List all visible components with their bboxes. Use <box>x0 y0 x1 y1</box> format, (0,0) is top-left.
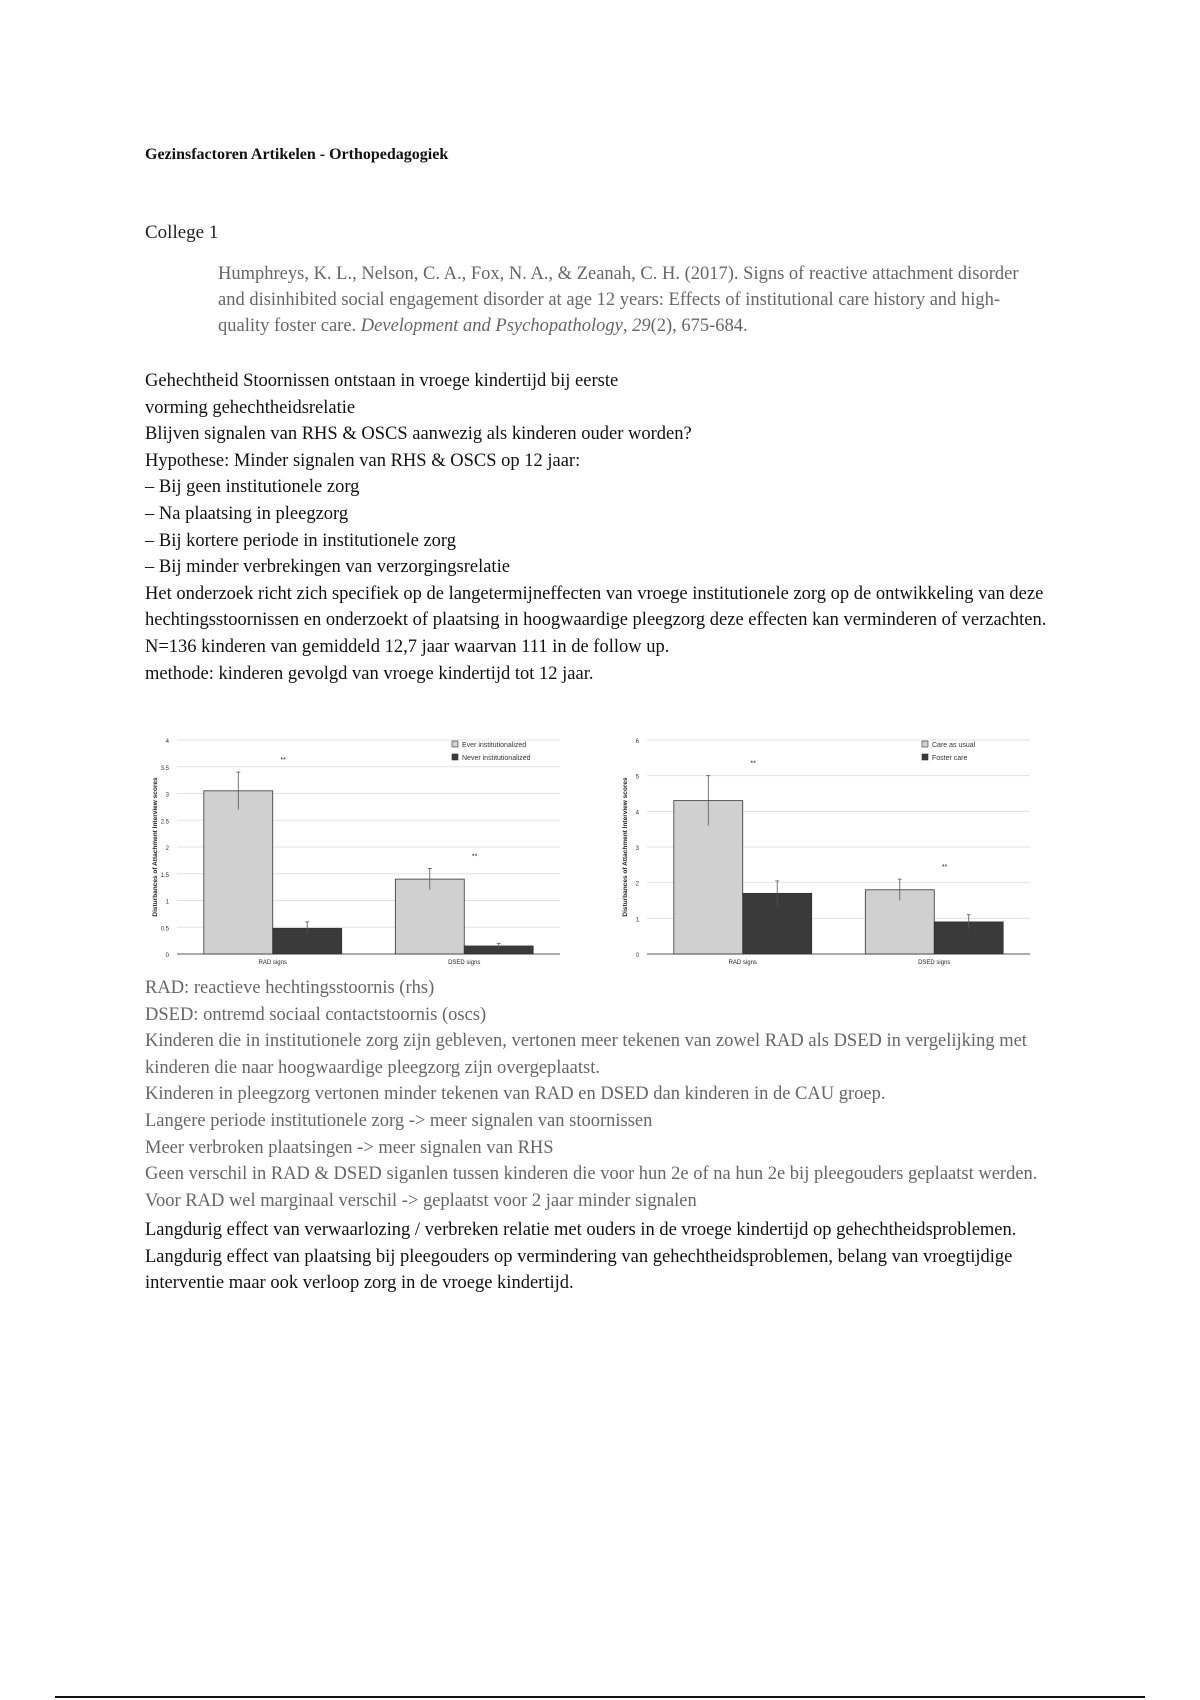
legend-swatch <box>922 754 928 760</box>
x-tick-label: RAD signs <box>258 960 287 966</box>
findings-line: DSED: ontremd sociaal contactstoornis (oscs) <box>145 1004 487 1025</box>
findings-line: Meer verbroken plaatsingen -> meer signalen van RHS <box>145 1137 554 1158</box>
significance-marker: ** <box>280 757 286 765</box>
findings-text <box>145 975 1075 1214</box>
findings-line: Langere periode institutionele zorg -> meer signalen van stoornissen <box>145 1110 653 1131</box>
x-tick-label: DSED signs <box>448 960 481 966</box>
y-tick-label: 1 <box>635 917 639 924</box>
hypothesis-item: – Bij kortere periode in institutionele zorg <box>145 530 457 551</box>
y-tick-label: 0 <box>165 953 169 959</box>
significance-marker: ** <box>750 760 756 768</box>
reference-citation <box>218 261 1048 339</box>
x-tick-label: DSED signs <box>918 960 951 966</box>
y-tick-label: 3.5 <box>160 765 169 772</box>
significance-marker: ** <box>941 864 948 872</box>
y-tick-label: 1 <box>165 899 169 906</box>
citation-authors-title: Humphreys, K. L., Nelson, C. A., Fox, N. A., & Zeanah, C. H. (2017). Signs of reactive attachment disorder and disinhibited social engagement disorder at age 12 years: Effects of institutional care history and high-quality foster care. <box>218 264 1019 336</box>
section-label: College 1 <box>145 222 219 243</box>
hypothesis-item: – Bij minder verbrekingen van verzorgingsrelatie <box>145 557 510 578</box>
legend-swatch <box>452 754 458 760</box>
chart-svg-foster-care <box>615 728 1045 973</box>
intro-paragraph: Het onderzoek richt zich specifiek op de langetermijneffecten van vroege institutionele zorg op de ontwikkeling van deze hechtingsstoornissen en onderzoekt of plaatsing in hoogwaardige pleegzorg deze effecten kan verminderen of verzachten. <box>145 583 1047 631</box>
y-tick-label: 0 <box>635 953 639 959</box>
findings-line: Geen verschil in RAD & DSED siganlen tussen kinderen die voor hun 2e of na hun 2e bij pleegouders geplaatst werden. Voor RAD wel marginaal verschil -> geplaatst voor 2 jaar minder signalen <box>145 1164 1038 1211</box>
y-tick-label: 5 <box>635 774 639 781</box>
significance-marker: ** <box>471 853 478 861</box>
y-tick-label: 1.5 <box>160 872 169 879</box>
bar <box>204 791 273 954</box>
y-tick-label: 0.5 <box>160 926 169 933</box>
y-tick-label: 2.5 <box>160 819 169 826</box>
citation-journal: Development and Psychopathology <box>360 316 623 336</box>
legend-label: Foster care <box>932 755 968 762</box>
y-axis-label: Disturbances of Attachment Interview scores <box>152 777 159 917</box>
legend-label: Ever institutionalized <box>462 742 527 749</box>
intro-line: Hypothese: Minder signalen van RHS & OSCS op 12 jaar: <box>145 450 581 471</box>
figure-charts <box>145 728 1045 973</box>
y-tick-label: 6 <box>635 739 639 745</box>
y-tick-label: 2 <box>165 846 169 852</box>
citation-separator: , <box>622 316 633 336</box>
intro-line: methode: kinderen gevolgd van vroege kindertijd tot 12 jaar. <box>145 663 594 684</box>
findings-line: RAD: reactieve hechtingsstoornis (rhs) <box>145 978 435 998</box>
intro-text <box>145 368 1075 687</box>
y-tick-label: 3 <box>635 846 639 852</box>
chart-foster-care <box>615 728 1045 973</box>
y-axis-label: Disturbances of Attachment Interview scores <box>622 777 629 917</box>
bar <box>395 879 464 954</box>
chart-institutionalized <box>145 728 575 973</box>
findings-line: Kinderen die in institutionele zorg zijn gebleven, vertonen meer tekenen van zowel RAD als DSED in vergelijking met kinderen die naar hoogwaardige pleegzorg zijn overgeplaatst. <box>145 1031 1027 1078</box>
intro-line: Gehechtheid Stoornissen ontstaan in vroege kindertijd bij eerste <box>145 371 619 391</box>
legend-label: Never institutionalized <box>462 755 531 762</box>
document-title: Gezinsfactoren Artikelen - Orthopedagogiek <box>145 146 449 163</box>
chart-svg-institutionalized <box>145 728 575 973</box>
x-tick-label: RAD signs <box>728 960 757 966</box>
intro-line: vorming gehechtheidsrelatie <box>145 397 356 418</box>
y-tick-label: 4 <box>635 810 639 817</box>
citation-volume: 29 <box>632 316 651 336</box>
hypothesis-item: – Bij geen institutionele zorg <box>145 477 360 498</box>
findings-line: Kinderen in pleegzorg vertonen minder tekenen van RAD en DSED dan kinderen in de CAU groep. <box>145 1084 886 1105</box>
y-tick-label: 2 <box>635 881 639 888</box>
intro-line: Blijven signalen van RHS & OSCS aanwezig als kinderen ouder worden? <box>145 424 692 445</box>
hypothesis-item: – Na plaatsing in pleegzorg <box>145 503 349 524</box>
conclusion-text: Langdurig effect van verwaarlozing / verbreken relatie met ouders in de vroege kindertijd op gehechtheidsproblemen. Langdurig effect van plaatsing bij pleegouders op vermindering van gehechtheidsproblemen, belang van vroegtijdige interventie maar ook verloop zorg in de vroege kindertijd. <box>145 1220 1017 1294</box>
y-tick-label: 3 <box>165 792 169 799</box>
legend-label: Care as usual <box>932 742 976 749</box>
legend-swatch <box>922 741 928 747</box>
legend-swatch <box>452 741 458 747</box>
intro-line: N=136 kinderen van gemiddeld 12,7 jaar waarvan 111 in de follow up. <box>145 636 670 657</box>
footer-rule <box>55 1696 1145 1698</box>
citation-pages: (2), 675-684. <box>650 316 748 336</box>
y-tick-label: 4 <box>165 739 169 745</box>
